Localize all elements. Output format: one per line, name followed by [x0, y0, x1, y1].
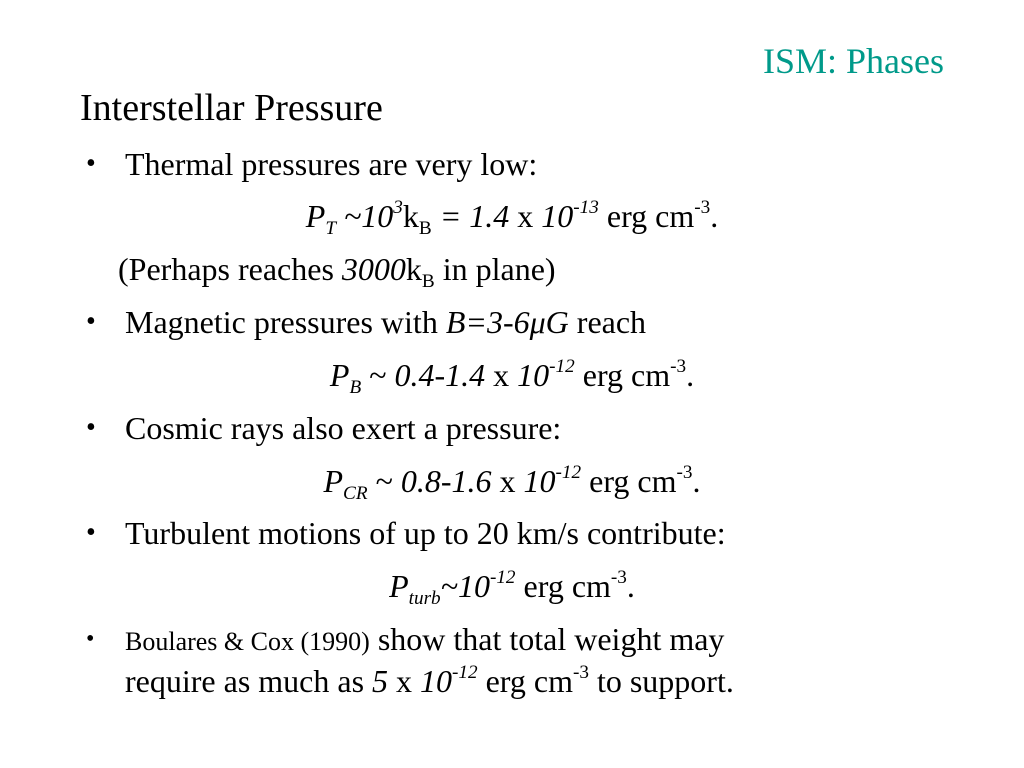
bullet-icon: •	[86, 517, 96, 548]
formula-thermal: $P_T$ $\sim 10^3k_B = 1.4$ x $10^{-13}$ erg $cm^{-3}$.	[305, 196, 719, 239]
bullet-boulares-line1: Boulares & Cox (1990) show that total weight may	[125, 621, 725, 657]
bullet-turbulent: Turbulent motions of up to 20 km/s contribute:	[125, 515, 726, 551]
bullet-icon: •	[86, 306, 96, 337]
bullet-icon: •	[86, 148, 96, 179]
formula-magnetic: $P_B$ ~ 0.4-1.4 x $10^{-12}$ erg $cm^{-3}$.	[329, 355, 695, 398]
section-header: ISM: Phases	[762, 41, 944, 81]
bullet-icon: •	[86, 626, 95, 652]
bullet-boulares-line2: require as much as 5 x $10^{-12}$ erg $cm^{-3}$ to support.	[125, 661, 734, 699]
formula-cosmic-rays: $P_{CR}$ ~ 0.8-1.6 x $10^{-12}$ erg $cm^{-3}$.	[323, 461, 701, 504]
bullet-magnetic: Magnetic pressures with B=3-6μG reach	[125, 304, 647, 340]
bullet-thermal: Thermal pressures are very low:	[125, 146, 538, 182]
bullet-cosmic-rays: Cosmic rays also exert a pressure:	[125, 410, 562, 446]
note-plane: (Perhaps reaches $3000k_B$ in plane)	[118, 251, 556, 292]
formula-turbulent: $P_{turb}\sim 10^{-12}$ erg $cm^{-3}$.	[389, 566, 635, 609]
slide-title: Interstellar Pressure	[80, 87, 383, 129]
bullet-icon: •	[86, 412, 96, 443]
